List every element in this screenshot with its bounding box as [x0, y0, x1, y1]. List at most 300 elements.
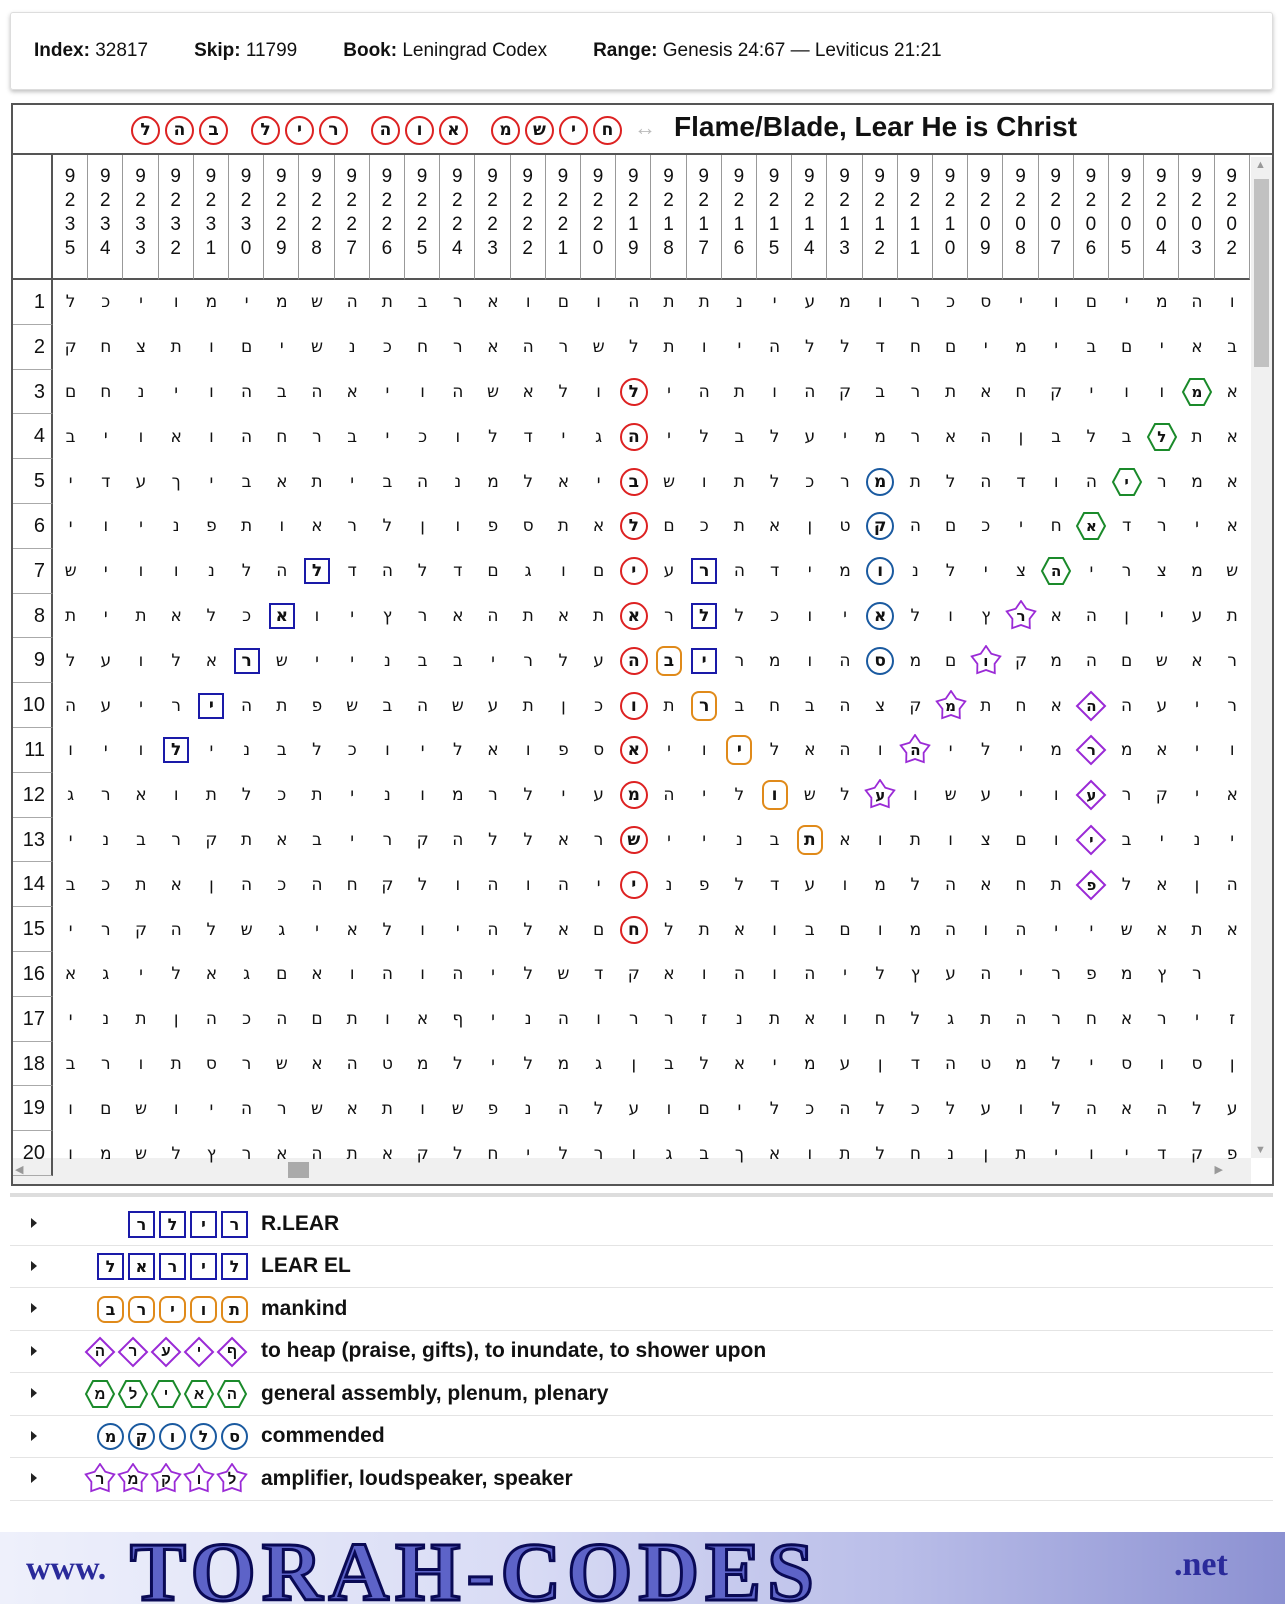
grid-cell[interactable]: ז [701, 1009, 708, 1030]
result-row[interactable] [10, 1416, 1273, 1459]
grid-cell[interactable]: מ [1120, 740, 1133, 761]
grid-cell[interactable]: י [491, 1009, 495, 1030]
grid-cell[interactable]: ל [312, 740, 322, 761]
grid-cell[interactable]: ה [804, 381, 816, 402]
grid-cell[interactable]: ת [663, 292, 675, 313]
grid-cell[interactable]: ר [558, 337, 569, 358]
grid-cell[interactable]: ה [698, 381, 710, 402]
grid-cell[interactable]: י [1054, 337, 1059, 358]
grid-cell[interactable]: ו [420, 1098, 425, 1119]
grid-cell[interactable]: ל [65, 650, 76, 671]
grid-cell[interactable]: ר [241, 1053, 252, 1074]
grid-cell[interactable]: ש [486, 381, 499, 402]
grid-cell[interactable] [616, 504, 651, 549]
grid-cell[interactable]: י [596, 471, 601, 492]
grid-cell[interactable]: ה [733, 964, 745, 985]
grid-cell[interactable]: ר [452, 292, 463, 313]
grid-cell[interactable]: ו [596, 292, 601, 313]
grid-cell[interactable]: י [948, 740, 953, 761]
grid-cell[interactable]: ו [1053, 471, 1059, 492]
grid-cell[interactable]: ד [523, 426, 533, 447]
grid-cell[interactable]: ה [1085, 650, 1097, 671]
grid-cell[interactable]: א [64, 964, 77, 985]
grid-cell[interactable]: ד [453, 561, 463, 582]
grid-cell[interactable]: מ [416, 1053, 429, 1074]
grid-cell[interactable]: א [804, 740, 816, 761]
grid-cell[interactable]: מ [1015, 1053, 1027, 1074]
grid-cell[interactable]: ל [699, 426, 710, 447]
grid-cell[interactable]: מ [557, 1053, 570, 1074]
grid-cell[interactable]: א [1156, 740, 1168, 761]
grid-cell[interactable]: י [1054, 1143, 1059, 1164]
grid-cell[interactable]: ו [983, 919, 989, 940]
grid-cell[interactable]: ה [241, 874, 253, 895]
grid-cell[interactable]: ר [840, 471, 850, 492]
grid-cell[interactable]: י [807, 561, 812, 582]
grid-cell[interactable] [616, 728, 651, 773]
grid-cell[interactable]: י [772, 292, 777, 313]
grid-cell[interactable]: ת [522, 695, 534, 716]
grid-cell[interactable]: ה [945, 1053, 957, 1074]
expand-triangle-icon[interactable] [31, 1261, 37, 1271]
grid-cell[interactable]: א [135, 785, 147, 806]
grid-cell[interactable] [1074, 728, 1109, 773]
grid-cell[interactable]: ע [663, 561, 675, 582]
result-row[interactable] [10, 1203, 1273, 1246]
grid-cell[interactable]: פ [487, 1098, 499, 1119]
grid-cell[interactable]: ו [420, 381, 425, 402]
grid-cell[interactable]: א [276, 1143, 288, 1164]
grid-cell[interactable]: י [1124, 292, 1129, 313]
grid-cell[interactable]: ם [1120, 650, 1133, 671]
grid-cell[interactable]: א [768, 1143, 781, 1164]
grid-cell[interactable]: נ [1193, 829, 1201, 850]
grid-cell[interactable]: ו [701, 337, 707, 358]
grid-cell[interactable]: ת [346, 1143, 358, 1164]
grid-cell[interactable]: ת [663, 337, 675, 358]
grid-cell[interactable]: ת [557, 516, 569, 537]
grid-cell[interactable]: ו [420, 785, 425, 806]
grid-cell[interactable]: ב [734, 426, 745, 447]
grid-cell[interactable]: ר [1121, 785, 1132, 806]
grid-cell[interactable] [687, 638, 722, 683]
grid-cell[interactable]: פ [1086, 964, 1097, 985]
expand-triangle-icon[interactable] [31, 1431, 37, 1441]
grid-cell[interactable]: ו [173, 1098, 179, 1119]
grid-cell[interactable]: ן [209, 874, 214, 895]
grid-cell[interactable]: ל [945, 1098, 956, 1119]
grid-cell[interactable]: ק [381, 874, 394, 895]
grid-cell[interactable]: ם [944, 650, 957, 671]
grid-cell[interactable]: ה [733, 561, 745, 582]
grid-cell[interactable]: ב [804, 919, 815, 940]
grid-cell[interactable]: ת [170, 337, 182, 358]
grid-cell[interactable]: ל [1121, 874, 1132, 895]
grid-cell[interactable]: ם [1015, 829, 1027, 850]
grid-cell[interactable] [616, 683, 651, 728]
grid-cell[interactable]: ר [664, 1009, 674, 1030]
grid-cell[interactable]: ח [874, 1009, 886, 1030]
grid-cell[interactable]: י [420, 740, 425, 761]
grid-cell[interactable]: ו [631, 1143, 637, 1164]
grid-cell[interactable]: א [980, 381, 992, 402]
grid-cell[interactable]: י [667, 829, 671, 850]
grid-cell[interactable]: ק [1014, 650, 1028, 671]
grid-cell[interactable]: ב [804, 695, 815, 716]
grid-cell[interactable]: ש [803, 785, 816, 806]
grid-cell[interactable]: ף [452, 1009, 464, 1030]
grid-cell[interactable]: ך [171, 471, 181, 492]
grid-cell[interactable] [616, 818, 651, 863]
grid-cell[interactable]: ל [171, 650, 182, 671]
grid-cell[interactable]: מ [276, 292, 288, 313]
grid-cell[interactable]: ו [173, 561, 179, 582]
grid-cell[interactable]: ל [875, 964, 886, 985]
grid-cell[interactable]: י [455, 919, 460, 940]
grid-cell[interactable]: א [452, 605, 464, 626]
grid-cell[interactable]: ץ [382, 605, 392, 626]
scroll-left-icon[interactable]: ◀ [15, 1164, 24, 1176]
grid-cell[interactable]: ר [910, 381, 921, 402]
grid-cell[interactable]: ה [276, 561, 288, 582]
grid-cell[interactable]: י [1124, 1143, 1129, 1164]
grid-cell[interactable]: נ [102, 829, 110, 850]
grid-cell[interactable]: נ [348, 337, 356, 358]
grid-cell[interactable]: ל [734, 785, 745, 806]
grid-cell[interactable]: ץ [981, 605, 991, 626]
grid-cell[interactable]: ת [205, 785, 217, 806]
grid-cell[interactable]: ו [455, 426, 461, 447]
grid-cell[interactable]: ר [523, 650, 533, 671]
grid-cell[interactable]: ה [1191, 292, 1203, 313]
grid-cell[interactable]: ר [171, 829, 181, 850]
grid-cell[interactable]: א [592, 516, 605, 537]
grid-cell[interactable]: ו [1018, 1098, 1024, 1119]
grid-cell[interactable]: ד [1157, 1143, 1167, 1164]
grid-cell[interactable]: ל [734, 605, 745, 626]
grid-cell[interactable] [616, 773, 651, 818]
grid-cell[interactable]: א [944, 426, 957, 447]
grid-cell[interactable]: ק [909, 695, 922, 716]
grid-cell[interactable] [264, 594, 299, 639]
grid-cell[interactable]: ח [100, 337, 112, 358]
grid-cell[interactable]: ל [417, 874, 428, 895]
grid-cell[interactable]: מ [452, 785, 464, 806]
grid-cell[interactable]: ע [945, 964, 956, 985]
grid-cell[interactable]: א [557, 919, 570, 940]
grid-cell[interactable]: ל [769, 740, 780, 761]
grid-cell[interactable]: ה [1085, 605, 1097, 626]
grid-cell[interactable]: ע [804, 292, 816, 313]
grid-cell[interactable]: מ [487, 471, 499, 492]
grid-cell[interactable]: ל [769, 1098, 780, 1119]
grid-cell[interactable]: ל [910, 605, 921, 626]
grid-cell[interactable]: ר [1156, 1009, 1167, 1030]
grid-cell[interactable]: ו [807, 650, 813, 671]
grid-cell[interactable]: ע [1191, 605, 1203, 626]
grid-cell[interactable]: ר [382, 829, 393, 850]
grid-cell[interactable]: ב [417, 292, 428, 313]
expand-triangle-icon[interactable] [31, 1346, 37, 1356]
grid-cell[interactable]: ש [944, 785, 957, 806]
grid-cell[interactable]: ק [416, 1143, 429, 1164]
grid-cell[interactable]: י [1195, 740, 1199, 761]
grid-cell[interactable]: ג [102, 964, 110, 985]
grid-cell[interactable] [1179, 370, 1214, 415]
grid-cell[interactable]: נ [947, 1143, 954, 1164]
grid-cell[interactable]: מ [1191, 471, 1203, 492]
grid-cell[interactable]: ו [877, 919, 883, 940]
grid-cell[interactable]: י [772, 1053, 777, 1074]
scroll-up-icon[interactable]: ▲ [1255, 159, 1266, 171]
grid-cell[interactable]: י [1159, 337, 1164, 358]
grid-cell[interactable]: א [1191, 337, 1203, 358]
grid-cell[interactable]: ט [381, 1053, 393, 1074]
grid-cell[interactable]: כ [981, 516, 991, 537]
grid-cell[interactable]: ו [173, 785, 179, 806]
grid-cell[interactable]: נ [735, 292, 743, 313]
grid-cell[interactable]: ם [698, 1098, 710, 1119]
grid-cell[interactable]: ו [209, 337, 214, 358]
grid-cell[interactable]: ה [381, 561, 393, 582]
grid-cell[interactable]: ה [909, 516, 921, 537]
grid-cell[interactable]: ב [1086, 337, 1097, 358]
grid-cell[interactable]: ה [241, 381, 253, 402]
grid-cell[interactable]: ר [593, 829, 604, 850]
grid-cell[interactable]: ב [241, 471, 252, 492]
grid-cell[interactable]: י [1019, 785, 1023, 806]
grid-cell[interactable]: ב [347, 426, 358, 447]
grid-cell[interactable]: י [315, 919, 319, 940]
grid-cell[interactable]: ה [417, 471, 429, 492]
grid-cell[interactable]: ש [310, 337, 323, 358]
grid-cell[interactable] [159, 728, 194, 773]
grid-cell[interactable]: צ [1015, 561, 1027, 582]
grid-cell[interactable]: י [385, 426, 390, 447]
grid-cell[interactable]: ה [1121, 695, 1133, 716]
grid-cell[interactable]: ד [910, 1053, 921, 1074]
grid-cell[interactable]: ב [734, 695, 745, 716]
grid-cell[interactable]: י [561, 785, 566, 806]
grid-cell[interactable] [616, 414, 651, 459]
grid-cell[interactable]: י [1019, 740, 1023, 761]
grid-cell[interactable]: פ [558, 740, 569, 761]
grid-cell[interactable]: א [311, 1053, 323, 1074]
grid-cell[interactable]: י [139, 516, 143, 537]
grid-cell[interactable]: ת [1050, 874, 1062, 895]
grid-cell[interactable]: ו [772, 919, 777, 940]
grid-cell[interactable]: ח [1015, 695, 1027, 716]
grid-cell[interactable]: ק [1155, 785, 1168, 806]
grid-cell[interactable]: ם [592, 561, 605, 582]
grid-cell[interactable]: ס [593, 740, 605, 761]
grid-cell[interactable]: ב [1121, 829, 1132, 850]
grid-cell[interactable]: ה [276, 1009, 288, 1030]
grid-cell[interactable]: נ [524, 1009, 532, 1030]
grid-cell[interactable]: ו [772, 381, 777, 402]
grid-cell[interactable]: ש [1226, 561, 1239, 582]
grid-cell[interactable] [1074, 862, 1109, 907]
grid-cell[interactable]: ח [276, 426, 288, 447]
grid-cell[interactable]: ה [945, 919, 957, 940]
grid-cell[interactable] [616, 907, 651, 952]
grid-cell[interactable]: ו [68, 1143, 73, 1164]
grid-cell[interactable]: ח [1015, 874, 1027, 895]
grid-cell[interactable]: ו [525, 874, 531, 895]
grid-cell[interactable]: נ [524, 1098, 532, 1119]
grid-cell[interactable]: ץ [1157, 964, 1167, 985]
grid-cell[interactable]: ה [1085, 1098, 1097, 1119]
grid-cell[interactable]: ה [346, 1053, 358, 1074]
grid-cell[interactable]: י [103, 740, 108, 761]
grid-cell[interactable]: ל [452, 1053, 463, 1074]
grid-cell[interactable]: ד [347, 561, 357, 582]
grid-cell[interactable]: ם [276, 964, 288, 985]
grid-cell[interactable]: נ [243, 740, 250, 761]
grid-cell[interactable]: ם [944, 516, 957, 537]
grid-cell[interactable]: ל [840, 785, 850, 806]
grid-cell[interactable]: ו [701, 740, 707, 761]
grid-cell[interactable]: ו [525, 292, 531, 313]
grid-cell[interactable]: צ [980, 829, 991, 850]
grid-cell[interactable]: ה [804, 964, 816, 985]
grid-cell[interactable]: ש [662, 471, 675, 492]
grid-cell[interactable]: ס [1121, 1053, 1133, 1074]
grid-cell[interactable]: ג [278, 919, 286, 940]
grid-cell[interactable]: ח [909, 1143, 921, 1164]
grid-cell[interactable] [687, 549, 722, 594]
grid-cell[interactable]: ג [67, 785, 75, 806]
grid-cell[interactable]: ת [135, 874, 147, 895]
grid-cell[interactable]: ן [173, 1009, 179, 1030]
grid-cell[interactable]: י [209, 1098, 214, 1119]
grid-cell[interactable]: א [804, 1009, 816, 1030]
grid-cell[interactable]: ע [487, 695, 499, 716]
grid-cell[interactable]: ל [523, 919, 534, 940]
grid-cell[interactable]: כ [805, 471, 815, 492]
grid-cell[interactable]: י [1230, 829, 1235, 850]
grid-cell[interactable]: י [68, 516, 73, 537]
grid-cell[interactable]: נ [207, 561, 215, 582]
grid-cell[interactable]: ג [595, 426, 603, 447]
grid-cell[interactable]: י [667, 381, 671, 402]
grid-cell[interactable]: י [526, 1143, 531, 1164]
grid-cell[interactable]: ה [241, 426, 253, 447]
grid-cell[interactable]: ו [596, 381, 601, 402]
grid-cell[interactable]: ה [311, 1143, 323, 1164]
grid-cell[interactable]: ה [1085, 471, 1097, 492]
grid-cell[interactable]: ה [628, 292, 640, 313]
grid-cell[interactable]: ב [699, 1143, 710, 1164]
grid-cell[interactable]: ח [1050, 516, 1062, 537]
grid-cell[interactable]: ח [417, 337, 429, 358]
grid-cell[interactable] [1074, 773, 1109, 818]
grid-cell[interactable]: ל [804, 337, 815, 358]
grid-cell[interactable]: כ [805, 1098, 815, 1119]
grid-cell[interactable]: ד [769, 561, 780, 582]
grid-cell[interactable]: מ [839, 292, 851, 313]
grid-cell[interactable]: ל [593, 1098, 604, 1119]
grid-cell[interactable]: ו [877, 740, 883, 761]
grid-cell[interactable]: י [843, 605, 847, 626]
grid-cell[interactable]: ו [701, 471, 707, 492]
grid-cell[interactable]: ל [1086, 426, 1097, 447]
grid-cell[interactable]: ג [665, 1143, 673, 1164]
grid-cell[interactable]: ל [241, 785, 252, 806]
grid-cell[interactable]: ו [948, 829, 953, 850]
grid-cell[interactable]: ה [980, 471, 992, 492]
grid-cell[interactable]: ה [980, 964, 992, 985]
grid-cell[interactable]: ו [701, 964, 707, 985]
grid-cell[interactable]: ח [1085, 1009, 1097, 1030]
grid-cell[interactable]: ה [1156, 1098, 1168, 1119]
grid-cell[interactable] [687, 683, 722, 728]
grid-cell[interactable]: ר [452, 337, 463, 358]
grid-cell[interactable]: ה [452, 381, 464, 402]
grid-cell[interactable]: א [487, 740, 499, 761]
grid-cell[interactable]: א [1226, 919, 1238, 940]
grid-cell[interactable]: א [487, 337, 499, 358]
grid-cell[interactable]: כ [946, 292, 956, 313]
grid-cell[interactable]: י [68, 829, 73, 850]
vertical-scroll-thumb[interactable] [1254, 179, 1269, 367]
grid-cell[interactable] [687, 594, 722, 639]
grid-cell[interactable] [1074, 504, 1109, 549]
grid-cell[interactable]: מ [1050, 740, 1062, 761]
grid-cell[interactable]: ו [525, 740, 531, 761]
grid-cell[interactable]: מ [1050, 650, 1062, 671]
grid-cell[interactable]: י [667, 740, 671, 761]
grid-cell[interactable]: פ [698, 874, 710, 895]
grid-cell[interactable]: ש [275, 1053, 288, 1074]
grid-cell[interactable]: ס [980, 292, 992, 313]
grid-cell[interactable]: א [1156, 874, 1168, 895]
grid-cell[interactable]: ת [65, 605, 77, 626]
grid-cell[interactable]: א [276, 471, 288, 492]
grid-cell[interactable]: ע [628, 1098, 640, 1119]
grid-cell[interactable]: ק [1190, 1143, 1204, 1164]
grid-cell[interactable]: ו [596, 1009, 601, 1030]
grid-cell[interactable]: י [1089, 381, 1094, 402]
grid-cell[interactable]: ו [138, 561, 144, 582]
grid-cell[interactable]: ה [487, 605, 499, 626]
grid-cell[interactable]: ו [103, 516, 109, 537]
grid-cell[interactable]: ל [382, 516, 393, 537]
grid-cell[interactable]: ה [241, 695, 253, 716]
grid-cell[interactable]: נ [383, 650, 391, 671]
grid-cell[interactable]: ה [452, 829, 464, 850]
grid-cell[interactable]: ו [138, 1053, 144, 1074]
grid-cell[interactable]: ל [488, 829, 498, 850]
grid-cell[interactable]: ת [663, 695, 675, 716]
grid-cell[interactable]: ו [842, 874, 848, 895]
grid-cell[interactable]: ל [910, 1009, 921, 1030]
grid-cell[interactable]: ת [593, 605, 605, 626]
grid-cell[interactable]: ש [346, 695, 359, 716]
grid-cell[interactable]: ב [382, 471, 393, 492]
grid-cell[interactable] [757, 773, 792, 818]
grid-cell[interactable]: א [522, 381, 534, 402]
grid-cell[interactable]: ם [100, 1098, 112, 1119]
grid-cell[interactable]: ה [311, 874, 323, 895]
grid-cell[interactable]: ש [1155, 650, 1168, 671]
grid-cell[interactable]: א [346, 919, 358, 940]
grid-cell[interactable]: ד [875, 337, 885, 358]
grid-cell[interactable]: ש [134, 1143, 147, 1164]
grid-cell[interactable]: צ [135, 337, 147, 358]
grid-cell[interactable]: ע [135, 471, 147, 492]
grid-cell[interactable] [863, 549, 898, 594]
